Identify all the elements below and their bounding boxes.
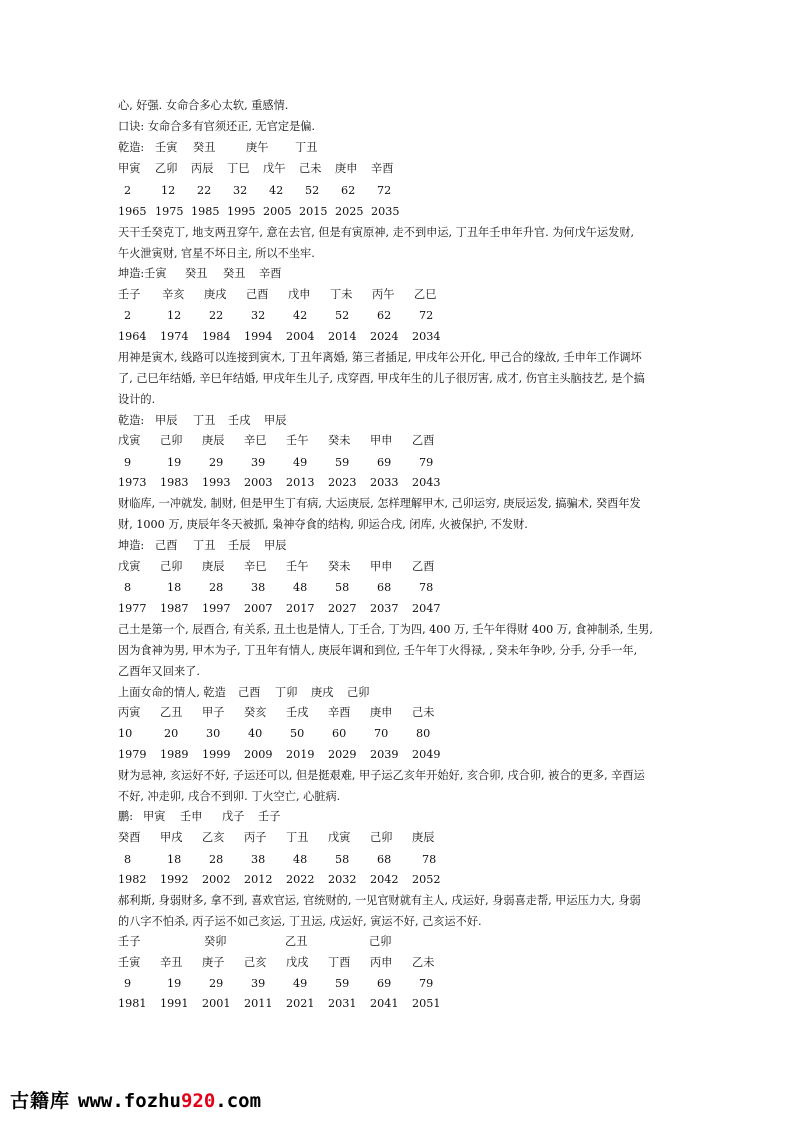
luck-pillar: 癸酉 <box>118 831 141 844</box>
year-value: 2007 <box>244 602 273 615</box>
year-value: 2032 <box>328 873 357 886</box>
age-value: 72 <box>419 309 434 322</box>
age-value: 38 <box>251 853 266 866</box>
age-value: 52 <box>305 184 320 197</box>
age-value: 69 <box>377 977 392 990</box>
text-line: 了, 己巳年结婚, 辛巳年结婚, 甲戌年生儿子, 戌穿酉, 甲戌年生的儿子很厉害, 成才, 伤官主头脑技艺, 是个搞 <box>118 372 645 385</box>
year-value: 2017 <box>286 602 315 615</box>
luck-pillar: 庚辰 <box>202 560 225 573</box>
age-value: 42 <box>269 184 284 197</box>
year-value: 2043 <box>412 476 441 489</box>
text-line: 财为忌神, 亥运好不好, 子运还可以, 但是挺艰难, 甲子运乙亥年开始好, 亥合卯, 戌合卯, 被合的更多, 辛酉运 <box>118 769 645 782</box>
luck-pillar: 丁未 <box>330 288 353 301</box>
year-value: 2035 <box>371 205 400 218</box>
year-value: 1987 <box>160 602 189 615</box>
year-value: 2014 <box>328 330 357 343</box>
text-line: 不好, 冲走卯, 戌合不到卯. 丁火空亡, 心脏病. <box>118 790 341 803</box>
watermark-url-accent: 920 <box>180 1090 216 1112</box>
age-value: 39 <box>251 977 266 990</box>
year-value: 1994 <box>244 330 273 343</box>
year-value: 2029 <box>328 748 357 761</box>
pillar: 庚午 <box>246 141 269 154</box>
year-value: 2023 <box>328 476 357 489</box>
age-value: 72 <box>377 184 392 197</box>
watermark-url-suffix: .com <box>215 1090 262 1112</box>
age-value: 68 <box>377 581 392 594</box>
pillar: 甲辰 <box>264 414 287 427</box>
pillar: 甲辰 <box>155 414 178 427</box>
text-line: 午火泄寅财, 官星不坏日主, 所以不坐牢. <box>118 247 315 260</box>
luck-pillar: 丙午 <box>372 288 395 301</box>
luck-pillar: 己未 <box>299 162 322 175</box>
age-value: 18 <box>167 581 182 594</box>
year-value: 2004 <box>286 330 315 343</box>
year-value: 1991 <box>160 997 189 1010</box>
luck-pillar: 庚子 <box>202 956 225 969</box>
luck-pillar: 甲子 <box>202 706 225 719</box>
text-line: 用神是寅木, 线路可以连接到寅木, 丁丑年离婚, 第三者插足, 甲戌年公开化, 甲己合的缘故, 壬申年工作调坏 <box>118 351 642 364</box>
luck-pillar: 辛丑 <box>160 956 183 969</box>
luck-pillar: 乙酉 <box>412 560 435 573</box>
age-value: 32 <box>251 309 266 322</box>
year-value: 2002 <box>202 873 231 886</box>
text-line: 的八字不怕杀, 丙子运不如己亥运, 丁丑运, 戌运好, 寅运不好, 己亥运不好. <box>118 915 482 928</box>
luck-pillar: 丁巳 <box>227 162 250 175</box>
age-value: 22 <box>209 309 224 322</box>
year-value: 1989 <box>160 748 189 761</box>
pillar: 丁卯 <box>275 686 298 699</box>
age-value: 8 <box>124 853 132 866</box>
year-value: 2031 <box>328 997 357 1010</box>
text-line: 己土是第一个, 辰酉合, 有关系, 丑土也是情人, 丁壬合, 丁为四, 400 万, 壬午年得财 400 万, 食神制杀, 生男, <box>118 623 653 636</box>
watermark-brand: 古籍库 <box>10 1090 71 1112</box>
age-value: 18 <box>167 853 182 866</box>
year-value: 2024 <box>370 330 399 343</box>
luck-pillar: 戊申 <box>288 288 311 301</box>
luck-pillar: 己卯 <box>160 560 183 573</box>
age-value: 32 <box>233 184 248 197</box>
text-line: 郝利斯, 身弱财多, 拿不到, 喜欢官运, 官统财的, 一见官财就有主人, 戌运好, 身弱喜走帮, 甲运压力大, 身弱 <box>118 894 641 907</box>
age-value: 38 <box>251 581 266 594</box>
pillar: 己卯 <box>369 935 392 948</box>
year-value: 2039 <box>370 748 399 761</box>
age-value: 59 <box>335 977 350 990</box>
year-value: 2012 <box>244 873 273 886</box>
luck-pillar: 乙丑 <box>160 706 183 719</box>
pillar: 庚戌 <box>311 686 334 699</box>
pillar: 己酉 <box>155 539 178 552</box>
age-value: 2 <box>124 184 132 197</box>
luck-pillar: 乙卯 <box>155 162 178 175</box>
age-value: 28 <box>209 853 224 866</box>
text-line: 设计的. <box>118 393 156 406</box>
year-value: 2019 <box>286 748 315 761</box>
pillar: 壬寅 <box>155 141 178 154</box>
age-value: 48 <box>293 853 308 866</box>
age-value: 9 <box>124 977 132 990</box>
luck-pillar: 庚辰 <box>412 831 435 844</box>
luck-pillar: 乙巳 <box>414 288 437 301</box>
luck-pillar: 癸未 <box>328 560 351 573</box>
pillar: 丁丑 <box>193 539 216 552</box>
age-value: 49 <box>293 977 308 990</box>
year-value: 2009 <box>244 748 273 761</box>
pillar: 戊子 <box>222 810 245 823</box>
age-value: 48 <box>293 581 308 594</box>
pillar: 壬辰 <box>228 539 251 552</box>
year-value: 2013 <box>286 476 315 489</box>
year-value: 2049 <box>412 748 441 761</box>
age-value: 49 <box>293 456 308 469</box>
pillar: 壬子 <box>118 935 141 948</box>
age-value: 59 <box>335 456 350 469</box>
age-value: 29 <box>209 456 224 469</box>
age-value: 28 <box>209 581 224 594</box>
luck-pillar: 甲申 <box>370 560 393 573</box>
year-value: 2025 <box>335 205 364 218</box>
luck-pillar: 丙辰 <box>191 162 214 175</box>
age-value: 60 <box>332 727 347 740</box>
age-value: 58 <box>335 581 350 594</box>
year-value: 2015 <box>299 205 328 218</box>
chart-head-label: 乾造: <box>118 141 145 154</box>
pillar: 癸丑 <box>223 267 246 280</box>
luck-pillar: 壬寅 <box>118 956 141 969</box>
text-line: 乙酉年又回来了. <box>118 665 200 678</box>
site-watermark <box>10 1087 261 1115</box>
pillar: 壬戌 <box>228 414 251 427</box>
year-value: 2052 <box>412 873 441 886</box>
pillar: 丁丑 <box>193 414 216 427</box>
pillar: 壬申 <box>180 810 203 823</box>
chart-head-label: 坤造:壬寅 <box>118 267 167 280</box>
luck-pillar: 己卯 <box>370 831 393 844</box>
pillar: 乙丑 <box>285 935 308 948</box>
year-value: 2003 <box>244 476 273 489</box>
year-value: 2027 <box>328 602 357 615</box>
year-value: 1985 <box>191 205 220 218</box>
luck-pillar: 辛亥 <box>162 288 185 301</box>
year-value: 1981 <box>118 997 147 1010</box>
pillar: 壬子 <box>258 810 281 823</box>
age-value: 9 <box>124 456 132 469</box>
luck-pillar: 壬戌 <box>286 706 309 719</box>
luck-pillar: 己卯 <box>160 434 183 447</box>
year-value: 1982 <box>118 873 147 886</box>
luck-pillar: 辛酉 <box>328 706 351 719</box>
year-value: 2033 <box>370 476 399 489</box>
luck-pillar: 甲寅 <box>118 162 141 175</box>
chart-head-label: 乾造: <box>118 414 145 427</box>
year-value: 2037 <box>370 602 399 615</box>
age-value: 20 <box>164 727 179 740</box>
luck-pillar: 戊寅 <box>328 831 351 844</box>
text-line: 天干壬癸克丁, 地支两丑穿午, 意在去官, 但是有寅原神, 走不到申运, 丁丑年壬申年升官. 为何戊午运发财, <box>118 226 635 239</box>
luck-pillar: 丙子 <box>244 831 267 844</box>
luck-pillar: 庚戌 <box>204 288 227 301</box>
luck-pillar: 丙寅 <box>118 706 141 719</box>
year-value: 1979 <box>118 748 147 761</box>
year-value: 1974 <box>160 330 189 343</box>
luck-pillar: 庚申 <box>335 162 358 175</box>
age-value: 8 <box>124 581 132 594</box>
age-value: 2 <box>124 309 132 322</box>
year-value: 2041 <box>370 997 399 1010</box>
watermark-url-prefix: www.fozhu <box>78 1090 181 1112</box>
age-value: 10 <box>118 727 133 740</box>
age-value: 40 <box>248 727 263 740</box>
age-value: 42 <box>293 309 308 322</box>
age-value: 29 <box>209 977 224 990</box>
luck-pillar: 乙酉 <box>412 434 435 447</box>
luck-pillar: 庚申 <box>370 706 393 719</box>
age-value: 62 <box>377 309 392 322</box>
text-line: 口诀: 女命合多有官须还正, 无官定是偏. <box>118 120 315 133</box>
pillar: 癸丑 <box>185 267 208 280</box>
text-line: 财, 1000 万, 庚辰年冬天被抓, 枭神夺食的结构, 卯运合戌, 闭库, 火被保护, 不发财. <box>118 518 528 531</box>
luck-pillar: 戊寅 <box>118 434 141 447</box>
year-value: 2021 <box>286 997 315 1010</box>
chart-head-label: 坤造: <box>118 539 145 552</box>
luck-pillar: 戊戌 <box>286 956 309 969</box>
luck-pillar: 辛酉 <box>371 162 394 175</box>
luck-pillar: 癸亥 <box>244 706 267 719</box>
chart-head-label: 鹏: <box>118 810 133 823</box>
luck-pillar: 壬子 <box>118 288 141 301</box>
luck-pillar: 丁丑 <box>286 831 309 844</box>
age-value: 78 <box>422 853 437 866</box>
age-value: 69 <box>377 456 392 469</box>
year-value: 1999 <box>202 748 231 761</box>
age-value: 22 <box>197 184 212 197</box>
luck-pillar: 戊寅 <box>118 560 141 573</box>
year-value: 1975 <box>155 205 184 218</box>
luck-pillar: 己亥 <box>244 956 267 969</box>
age-value: 62 <box>341 184 356 197</box>
luck-pillar: 戊午 <box>263 162 286 175</box>
age-value: 30 <box>206 727 221 740</box>
age-value: 58 <box>335 853 350 866</box>
age-value: 78 <box>419 581 434 594</box>
luck-pillar: 乙未 <box>412 956 435 969</box>
luck-pillar: 丁酉 <box>328 956 351 969</box>
age-value: 68 <box>377 853 392 866</box>
age-value: 79 <box>419 977 434 990</box>
year-value: 2047 <box>412 602 441 615</box>
luck-pillar: 丙申 <box>370 956 393 969</box>
year-value: 1993 <box>202 476 231 489</box>
year-value: 2005 <box>263 205 292 218</box>
pillar: 癸丑 <box>193 141 216 154</box>
pillar: 辛酉 <box>259 267 282 280</box>
luck-pillar: 己未 <box>412 706 435 719</box>
year-value: 1965 <box>118 205 147 218</box>
pillar: 己卯 <box>347 686 370 699</box>
year-value: 2042 <box>370 873 399 886</box>
year-value: 1983 <box>160 476 189 489</box>
age-value: 80 <box>416 727 431 740</box>
year-value: 2051 <box>412 997 441 1010</box>
year-value: 1997 <box>202 602 231 615</box>
pillar: 癸卯 <box>204 935 227 948</box>
luck-pillar: 己酉 <box>246 288 269 301</box>
age-value: 39 <box>251 456 266 469</box>
pillar: 丁丑 <box>295 141 318 154</box>
year-value: 2001 <box>202 997 231 1010</box>
luck-pillar: 壬午 <box>286 560 309 573</box>
age-value: 50 <box>290 727 305 740</box>
age-value: 79 <box>419 456 434 469</box>
year-value: 1964 <box>118 330 147 343</box>
text-line: 财临库, 一冲就发, 制财, 但是甲生丁有病, 大运庚辰, 怎样理解甲木, 己卯运穷, 庚辰运发, 搞骗术, 癸酉年发 <box>118 497 641 510</box>
year-value: 1973 <box>118 476 147 489</box>
pillar: 甲寅 <box>143 810 166 823</box>
year-value: 1984 <box>202 330 231 343</box>
age-value: 19 <box>167 456 182 469</box>
age-value: 19 <box>167 977 182 990</box>
luck-pillar: 甲戌 <box>160 831 183 844</box>
luck-pillar: 壬午 <box>286 434 309 447</box>
year-value: 1977 <box>118 602 147 615</box>
year-value: 2034 <box>412 330 441 343</box>
pillar: 甲辰 <box>264 539 287 552</box>
luck-pillar: 乙亥 <box>202 831 225 844</box>
text-line: 心, 好强. 女命合多心太软, 重感情. <box>118 99 289 112</box>
luck-pillar: 辛巳 <box>244 560 267 573</box>
luck-pillar: 辛巳 <box>244 434 267 447</box>
chart-head-label: 上面女命的情人, 乾造 <box>118 686 226 699</box>
year-value: 2011 <box>244 997 273 1010</box>
year-value: 1992 <box>160 873 189 886</box>
age-value: 52 <box>335 309 350 322</box>
age-value: 12 <box>167 309 182 322</box>
luck-pillar: 庚辰 <box>202 434 225 447</box>
age-value: 12 <box>161 184 176 197</box>
luck-pillar: 癸未 <box>328 434 351 447</box>
text-line: 因为食神为男, 甲木为子, 丁丑年有情人, 庚辰年调和到位, 壬午年丁火得禄, , 癸未年争吵, 分手, 分手一年, <box>118 644 638 657</box>
pillar: 己酉 <box>238 686 261 699</box>
year-value: 2022 <box>286 873 315 886</box>
watermark-url <box>78 1090 261 1112</box>
year-value: 1995 <box>227 205 256 218</box>
luck-pillar: 甲申 <box>370 434 393 447</box>
age-value: 70 <box>374 727 389 740</box>
